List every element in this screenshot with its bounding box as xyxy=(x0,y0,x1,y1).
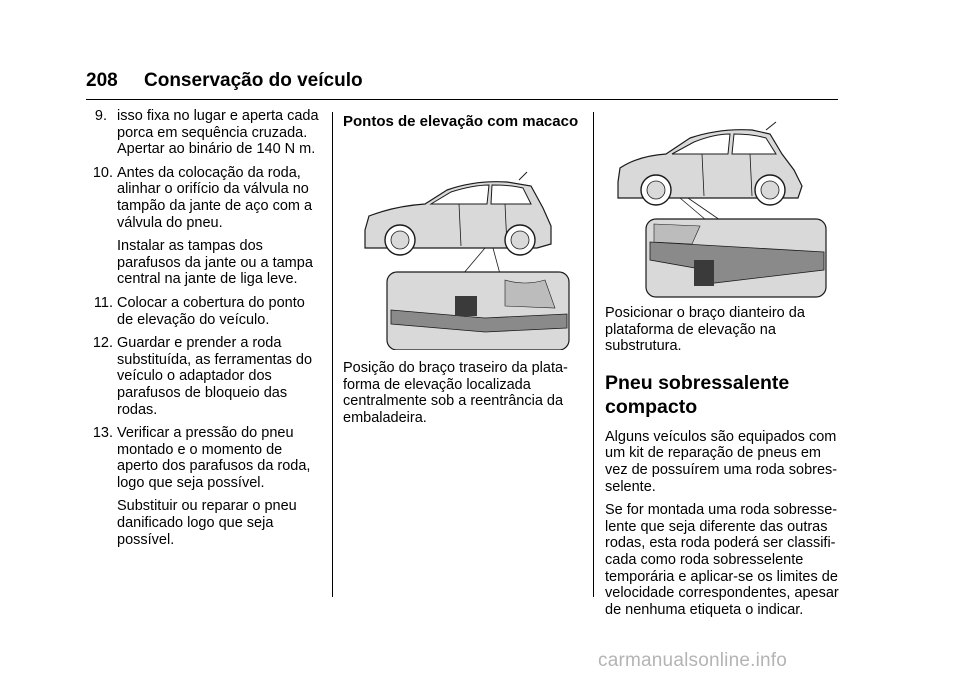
front-lift-caption: Posicionar o braço dianteiro da plataforma de elevação na substrutura. xyxy=(605,305,805,355)
step-text: Substituir ou reparar o pneu danificado logo que seja possível. xyxy=(117,498,297,548)
watermark: carmanualsonline.info xyxy=(598,650,788,671)
spare-tyre-heading: Pneu sobressalente compacto xyxy=(605,371,790,418)
jack-points-heading: Pontos de elevação com macaco xyxy=(343,113,579,130)
list-item xyxy=(86,108,322,158)
step-number: 12. xyxy=(92,335,113,352)
step-text: Guardar e prender a roda substituída, as ferramentas do veículo o adaptador dos parafusos de bloqueio das rodas. xyxy=(117,335,313,418)
list-item xyxy=(86,295,322,328)
step-number: 10. xyxy=(92,164,113,181)
step-text: Verificar a pressão do pneu montado e o momento de aperto dos parafusos da roda, logo que seja possível. xyxy=(117,425,311,491)
steps-column xyxy=(86,108,322,555)
step-text: isso fixa no lugar e aperta cada porca em sequência cruzada. Apertar ao binário de 140 N m. xyxy=(117,108,319,158)
list-item xyxy=(86,425,322,548)
step-number: 13. xyxy=(92,425,113,442)
column-divider-left xyxy=(332,112,333,597)
spare-tyre-paragraph: Se for montada uma roda sobresse-lente que seja diferente das outras rodas, esta roda poderá ser classifi-cada como roda sobresselente temporária e aplicar-se os limites de velocidade correspondentes, apesar de nenhuma etiqueta o indicar. xyxy=(605,502,839,618)
rear-lift-point-illustration xyxy=(355,168,579,350)
column-divider-right xyxy=(593,112,594,597)
step-number: 9. xyxy=(94,108,107,124)
step-text: Colocar a cobertura do ponto de elevação do veículo. xyxy=(117,294,305,328)
page-number: 208 xyxy=(86,70,118,91)
rear-caption-block xyxy=(343,360,579,433)
step-text: Antes da colocação da roda, alinhar o orifício da válvula no tampão da jante de aço com a válvula do pneu. xyxy=(117,164,313,231)
jack-points-column xyxy=(343,108,579,130)
page-header xyxy=(86,70,838,100)
header-rule xyxy=(86,99,838,100)
rear-lift-caption: Posição do braço traseiro da plata-forma de elevação localizada centralmente sob a reentrância da embaladeira. xyxy=(343,360,568,426)
spare-tyre-paragraph: Alguns veículos são equipados com um kit de reparação de pneus em vez de possuírem uma roda sobres-selente. xyxy=(605,428,838,495)
section-title: Conservação do veículo xyxy=(144,70,363,91)
step-text: Instalar as tampas dos parafusos da jante ou a tampa central na jante de liga leve. xyxy=(117,238,313,288)
list-item xyxy=(86,335,322,418)
list-item xyxy=(86,165,322,288)
step-number: 11. xyxy=(93,294,113,311)
front-lift-point-illustration xyxy=(610,120,836,298)
spare-tyre-column xyxy=(605,305,841,625)
